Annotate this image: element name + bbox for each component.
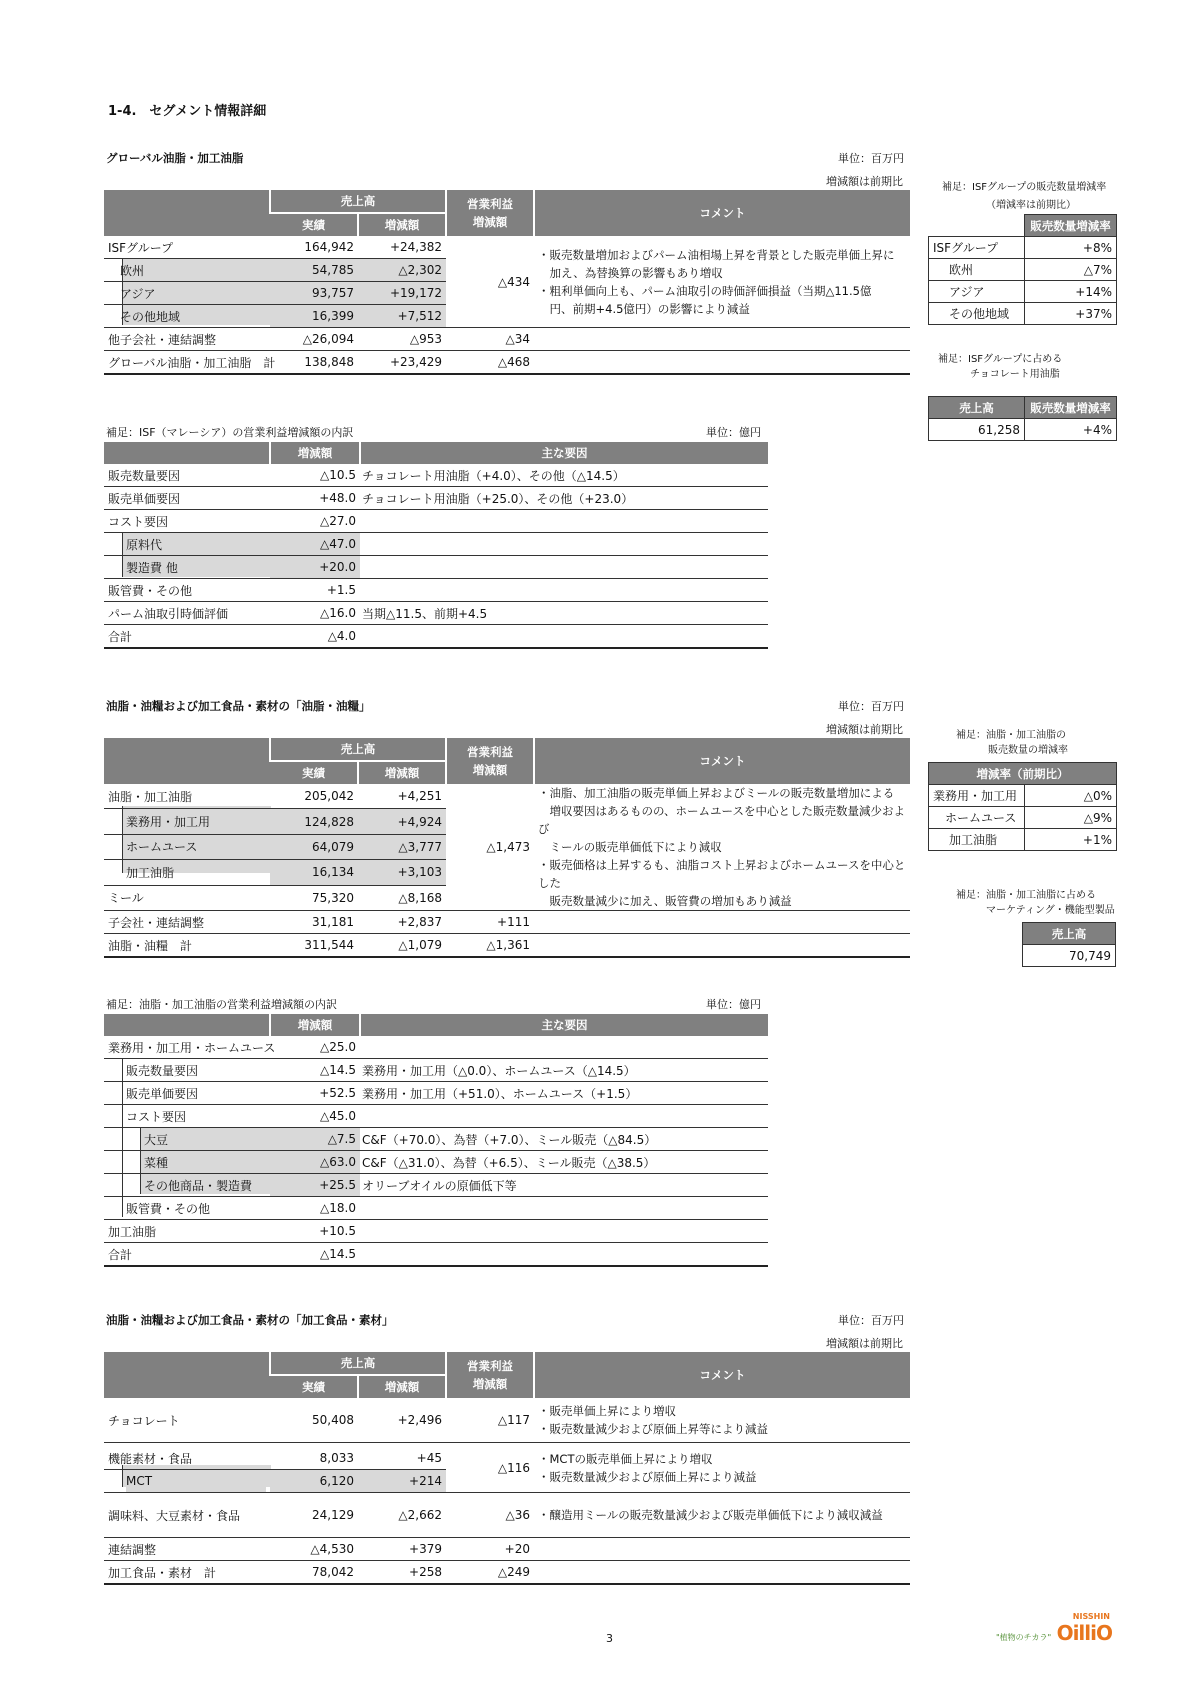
seg2-table: 売上高 営業利益 増減額 コメント 実績 増減額 油脂・加工油脂 205,042 +4,251 △1,473 ・油脂、加工油脂の販売単価上昇およびミールの販売数量増加による 増収要因はあるものの、ホームユースを中心とした販売数量減少および ミールの販売単価低下により減収 ・販売価格は上昇するも、油脂コスト上昇およびホームユースを中心とした 販売数量減少に加え、販管費の増加もあり減益 業務用・加工用 124,828 +4,924 ホームユース 64,079 △3,777 加工油脂 16,134 +3,103 ミール 75,320 △8,168 子会社・連結調整 31,181 +2,837 +111 油脂・油糧 計 311,544 △1,079 △1,361 [104, 738, 910, 958]
seg3-unit: 単位：百万円 [838, 1314, 904, 1327]
seg1-header-sales: 売上高 [270, 190, 446, 213]
table-row: 販管費・その他 +1.5 [104, 579, 768, 602]
table-row: 加工油脂 16,134 +3,103 [104, 860, 910, 885]
table-row: 製造費 他 +20.0 [104, 556, 768, 579]
table-row: 機能素材・食品 8,033 +45 △116 ・MCTの販売単価上昇により増収 ・販売数量減少および原価上昇により減益 [104, 1443, 910, 1470]
table-row: その他商品・製造費 +25.5 オリーブオイルの原価低下等 [104, 1174, 768, 1197]
table-row: 合計 △4.0 [104, 625, 768, 649]
company-logo: NISSHIN "植物のチカラ" OilliO [996, 1612, 1112, 1645]
table-row: 業務用・加工用 124,828 +4,924 [104, 809, 910, 834]
table-row: 連結調整 △4,530 +379 +20 [104, 1538, 910, 1561]
table-row: 子会社・連結調整 31,181 +2,837 +111 [104, 911, 910, 934]
table-row: ホームユース 64,079 △3,777 [104, 834, 910, 859]
table-row: 業務用・加工用 △0% [929, 785, 1117, 807]
table-row: コスト要因 △45.0 [104, 1105, 768, 1128]
section-title: 1-4. セグメント情報詳細 [108, 104, 267, 119]
seg1-unit: 単位：百万円 [838, 152, 904, 165]
table-row: 合計 △14.5 [104, 1243, 768, 1267]
table-row: 販売数量要因 △10.5 チョコレート用油脂（+4.0）、その他（△14.5） [104, 464, 768, 487]
seg1-side2-caption1: 補足：ISFグループに占める [938, 354, 1063, 365]
table-row: 大豆 △7.5 C&F（+70.0）、為替（+7.0）、ミール販売（△84.5） [104, 1128, 768, 1151]
table-row: 調味料、大豆素材・食品 24,129 △2,662 △36 ・醸造用ミールの販売数量減少および販売単価低下により減収減益 [104, 1493, 910, 1538]
table-row: 加工食品・素材 計 78,042 +258 △249 [104, 1561, 910, 1585]
oil-breakdown-unit: 単位：億円 [706, 998, 761, 1011]
seg2-side2-table: 売上高 70,749 [1022, 922, 1116, 967]
seg3-title: 油脂・油糧および加工食品・素材の「加工食品・素材」 [106, 1313, 394, 1327]
seg1-side2-table: 売上高 販売数量増減率 61,258 +4% [928, 396, 1117, 441]
seg2-title: 油脂・油糧および加工食品・素材の「油脂・油糧」 [106, 699, 371, 713]
seg1-header-op: 営業利益 増減額 [446, 190, 534, 236]
table-row: 油脂・加工油脂 205,042 +4,251 △1,473 ・油脂、加工油脂の販売単価上昇およびミールの販売数量増加による 増収要因はあるものの、ホームユースを中心とした販売数量減少および ミールの販売単価低下により減収 ・販売価格は上昇するも、油脂コスト上昇およびホームユースを中心とした 販売数量減少に加え、販管費の増加もあり減益 [104, 784, 910, 809]
table-row: ホームユース △9% [929, 807, 1117, 829]
table-row: グローバル油脂・加工油脂 計 138,848 +23,429 △468 [104, 351, 910, 375]
seg1-header-actual: 実績 [270, 213, 358, 236]
seg1-header-blank [104, 190, 270, 236]
isf-breakdown-title: 補足：ISF（マレーシア）の営業利益増減額の内訳 [106, 426, 354, 439]
table-row: アジア 93,757 +19,172 [104, 282, 910, 305]
table-row: ISFグループ 164,942 +24,382 △434 ・販売数量増加およびパーム油相場上昇を背景とした販売単価上昇に 加え、為替換算の影響もあり増収 ・粗利単価向上も、パーム油取引の時価評価損益（当期△11.5億 円、前期+4.5億円）の影響により減益 [104, 236, 910, 259]
seg1-side1-caption2: （増減率は前期比） [986, 200, 1076, 211]
seg3-note: 増減額は前期比 [826, 1337, 903, 1350]
seg1-side1-table: 販売数量増減率 ISFグループ +8% 欧州 △7% アジア +14% その他地域 +37% [928, 214, 1117, 325]
table-row: 欧州 54,785 △2,302 [104, 259, 910, 282]
seg3-table: 売上高 営業利益 増減額 コメント 実績 増減額 チョコレート 50,408 +2,496 △117 ・販売単価上昇により増収 ・販売数量減少および原価上昇等により減益 機能素材・食品 8,033 +45 △116 ・MCTの販売単価上昇により増収 ・販売数量減少および原価上昇により減益 MCT 6,120 +214 調味料、大豆素材・食品 24,129 △2,662 △36 ・醸造用ミールの販売数量減少および販売単価低下により減収減益 連結調整 △4,530 +379 +20 加工食品・素材 計 78,042 +258 △249 [104, 1352, 910, 1585]
table-row: ミール 75,320 △8,168 [104, 885, 910, 910]
table-row: その他地域 16,399 +7,512 [104, 305, 910, 328]
seg1-table [104, 190, 910, 375]
table-row: 業務用・加工用・ホームユース △25.0 [104, 1036, 768, 1059]
seg2-note: 増減額は前期比 [826, 723, 903, 736]
table-row: 販管費・その他 △18.0 [104, 1197, 768, 1220]
table-row: 加工油脂 +10.5 [104, 1220, 768, 1243]
seg1-comment: ・販売数量増加およびパーム油相場上昇を背景とした販売単価上昇に 加え、為替換算の影響もあり増収 ・粗利単価向上も、パーム油取引の時価評価損益（当期△11.5億 円、前期+4.5億円）の影響により減益 [534, 236, 910, 328]
seg1-side1-caption1: 補足：ISFグループの販売数量増減率 [942, 182, 1107, 193]
seg2-side2-caption2: マーケティング・機能型製品 [986, 905, 1115, 916]
seg1-title: グローバル油脂・加工油脂 [106, 151, 244, 165]
seg1-header-comment: コメント [534, 190, 910, 236]
seg1-header-change: 増減額 [358, 213, 446, 236]
table-row: その他地域 +37% [929, 303, 1117, 325]
seg2-side1-caption1: 補足：油脂・加工油脂の [956, 730, 1066, 741]
isf-breakdown-unit: 単位：億円 [706, 426, 761, 439]
table-row: 70,749 [1023, 945, 1116, 967]
table-row: ISFグループ +8% [929, 237, 1117, 259]
seg2-main-op: △1,473 [446, 784, 534, 911]
seg2-side1-table: 増減率（前期比） 業務用・加工用 △0% ホームユース △9% 加工油脂 +1% [928, 762, 1117, 851]
table-row: 原料代 △47.0 [104, 533, 768, 556]
table-row: MCT 6,120 +214 [104, 1470, 910, 1493]
page-number: 3 [606, 1632, 613, 1645]
table-row: 販売単価要因 +52.5 業務用・加工用（+51.0）、ホームユース（+1.5） [104, 1082, 768, 1105]
table-row: チョコレート 50,408 +2,496 △117 ・販売単価上昇により増収 ・販売数量減少および原価上昇等により減益 [104, 1398, 910, 1443]
table-row: アジア +14% [929, 281, 1117, 303]
table-row: 61,258 +4% [929, 419, 1117, 441]
table-row: 販売数量要因 △14.5 業務用・加工用（△0.0）、ホームユース（△14.5） [104, 1059, 768, 1082]
seg2-comment: ・油脂、加工油脂の販売単価上昇およびミールの販売数量増加による 増収要因はあるものの、ホームユースを中心とした販売数量減少および ミールの販売単価低下により減収 ・販売価格は上昇するも、油脂コスト上昇およびホームユースを中心とした 販売数量減少に加え、販管費の増加もあり減益 [534, 784, 910, 911]
table-row: 他子会社・連結調整 △26,094 △953 △34 [104, 328, 910, 351]
table-row: パーム油取引時価評価 △16.0 当期△11.5、前期+4.5 [104, 602, 768, 625]
table-row: 加工油脂 +1% [929, 829, 1117, 851]
oil-indent-line-1 [122, 1059, 123, 1217]
seg1-isf-op: △434 [446, 236, 534, 328]
table-row: 欧州 △7% [929, 259, 1117, 281]
oil-breakdown-title: 補足：油脂・加工油脂の営業利益増減額の内訳 [106, 998, 337, 1011]
seg1-side2-caption2: チョコレート用油脂 [970, 369, 1060, 380]
table-row: 菜種 △63.0 C&F（△31.0）、為替（+6.5）、ミール販売（△38.5） [104, 1151, 768, 1174]
table-row: 油脂・油糧 計 311,544 △1,079 △1,361 [104, 934, 910, 958]
table-row: コスト要因 △27.0 [104, 510, 768, 533]
seg2-side1-caption2: 販売数量の増減率 [988, 745, 1068, 756]
seg2-unit: 単位：百万円 [838, 700, 904, 713]
oil-breakdown-table: 増減額 主な要因 業務用・加工用・ホームユース △25.0 販売数量要因 △14.5 業務用・加工用（△0.0）、ホームユース（△14.5） 販売単価要因 +52.5 業務用・加工用（+51.0）、ホームユース（+1.5） コスト要因 △45.0 大豆 △7.5 C&F（+70.0）、為替（+7.0）、ミール販売（△84.5） 菜種 △63.0 C&F（△31.0）、為替（+6.5）、ミール販売（△38.5） その他商品・製造費 +25.5 オリーブオイルの原価低下等 販管費・その他 △18.0 加工油脂 +10.5 合計 △14.5 [104, 1014, 768, 1267]
seg1-note: 増減額は前期比 [826, 175, 903, 188]
seg2-side2-caption1: 補足：油脂・加工油脂に占める [956, 890, 1096, 901]
isf-breakdown-table: 増減額 主な要因 販売数量要因 △10.5 チョコレート用油脂（+4.0）、その他（△14.5） 販売単価要因 +48.0 チョコレート用油脂（+25.0）、その他（+23.0） コスト要因 △27.0 原料代 △47.0 製造費 他 +20.0 販管費・その他 +1.5 パーム油取引時価評価 △16.0 当期△11.5、前期+4.5 合計 △4.0 [104, 442, 768, 649]
table-row: 販売単価要因 +48.0 チョコレート用油脂（+25.0）、その他（+23.0） [104, 487, 768, 510]
